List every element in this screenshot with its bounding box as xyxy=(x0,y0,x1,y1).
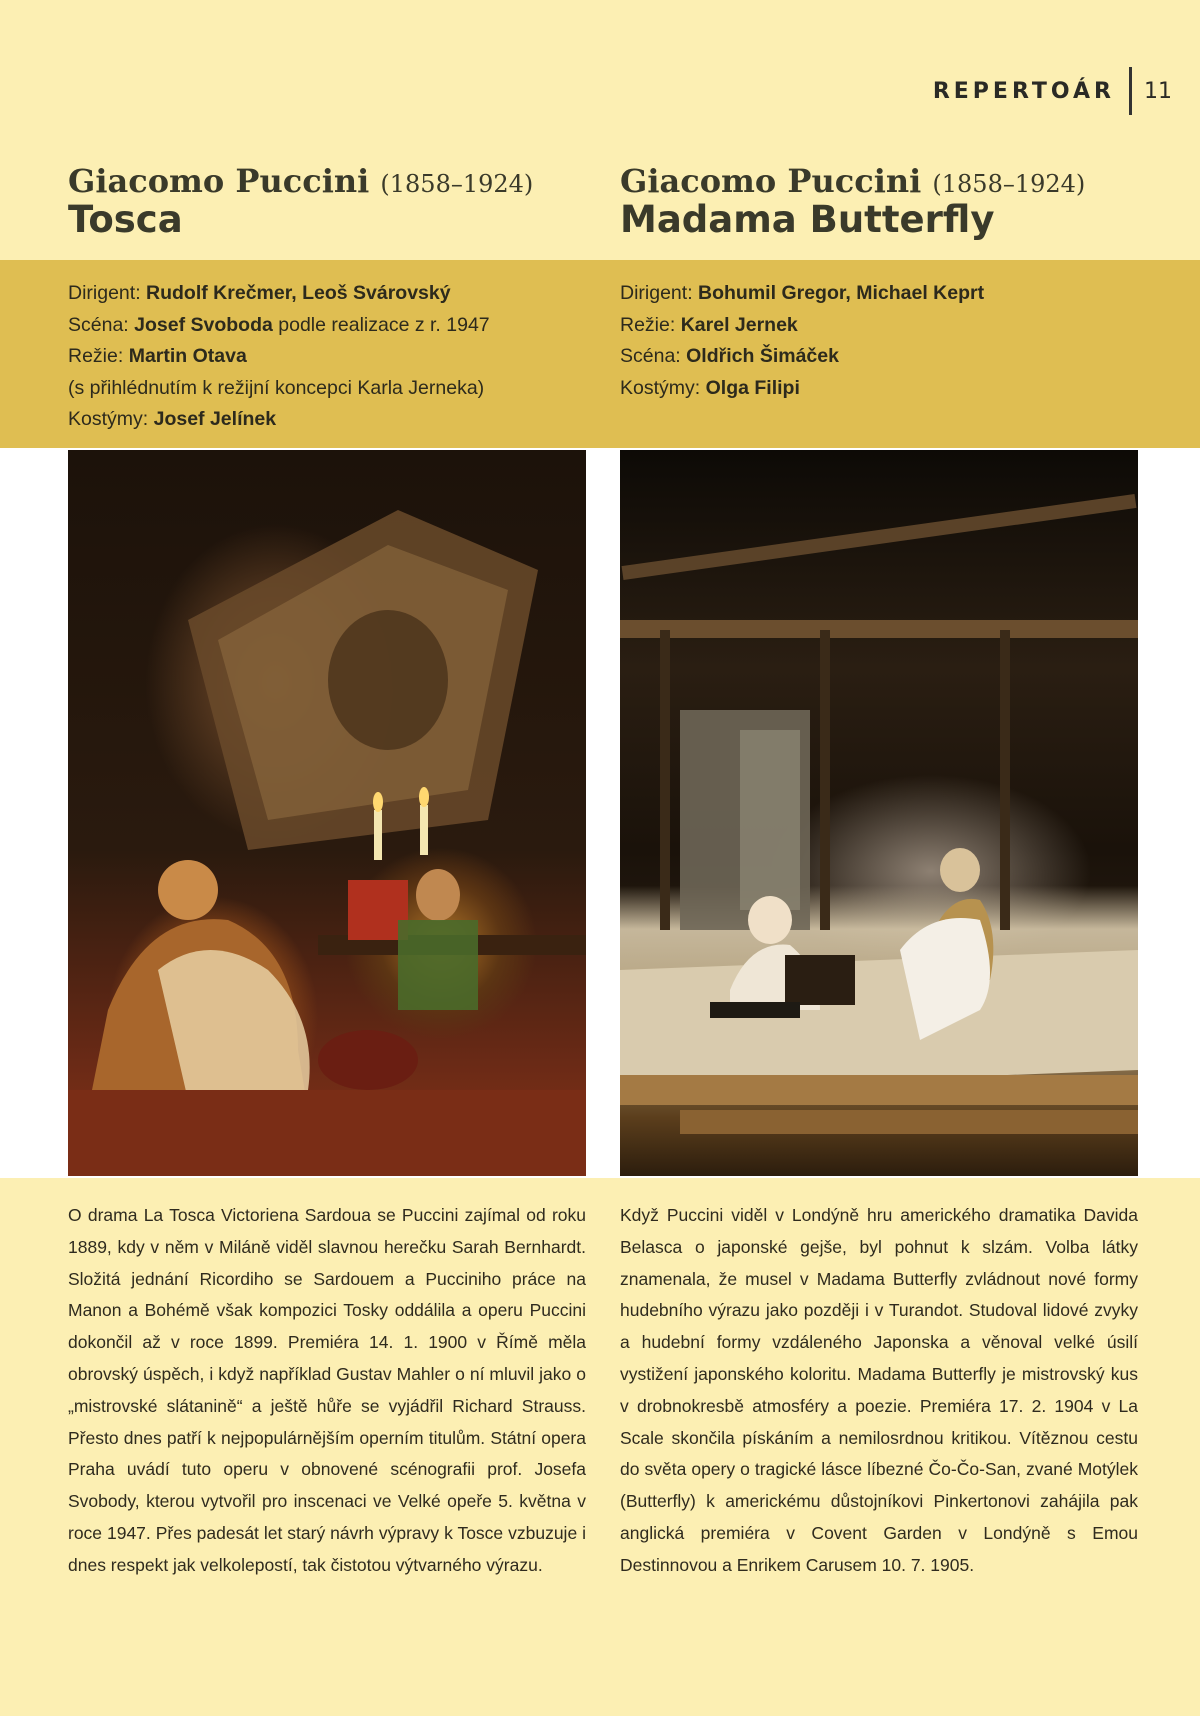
section-label: REPERTOÁR xyxy=(932,78,1115,104)
composer-name: Giacomo Puccini xyxy=(68,162,370,200)
composer-heading-butterfly xyxy=(620,162,1085,200)
page-header xyxy=(933,66,1172,116)
credit-row: Kostýmy: Olga Filipi xyxy=(620,376,800,399)
credit-row: Scéna: Oldřich Šimáček xyxy=(620,345,839,367)
credit-row: Scéna: Josef Svoboda podle realizace z r. 1947 xyxy=(68,313,490,336)
tosca-stage-photo xyxy=(68,450,586,1176)
credit-row: Režie: Karel Jernek xyxy=(620,313,798,336)
credits-butterfly xyxy=(620,278,984,404)
credit-row: Režie: Martin Otava xyxy=(68,345,247,367)
butterfly-stage-photo xyxy=(620,450,1138,1176)
tosca-scene-illustration xyxy=(68,450,586,1176)
composer-name: Giacomo Puccini xyxy=(620,162,922,200)
page-number: 11 xyxy=(1144,78,1172,104)
credit-row: (s přihlédnutím k režijní koncepci Karla Jerneka) xyxy=(68,376,485,399)
composer-dates: (1858–1924) xyxy=(932,170,1086,198)
credits-tosca xyxy=(68,278,490,436)
butterfly-scene-illustration xyxy=(620,450,1138,1176)
tosca-description: O drama La Tosca Victoriena Sardoua se Puccini zajímal od roku 1889, kdy v něm v Miláně viděl slavnou herečku Sarah Bernhardt. Složitá jednání Ricordiho se Sardouem a Pucciniho práce na Manon a Bohémě však kompozici Tosky oddálila a operu Puccini dokončil až v roce 1899. Premiéra 14. 1. 1900 v Římě měla obrovský úspěch, i když například Gustav Mahler o ní mluvil jako o „mistrovské slátanině“ a ještě hůře se vyjádřil Richard Strauss. Přesto dnes patří k nejpopulárnějším operním titulům. Státní opera Praha uvádí tuto operu v obnovené scénografii prof. Josefa Svobody, kterou vytvořil pro inscenaci ve Velké opeře 5. května v roce 1947. Přes padesát let starý návrh výpravy k Tosce vzbuzuje i dnes respekt jak velkolepostí, tak čistotou výtvarného výrazu. xyxy=(68,1205,586,1575)
credit-row: Dirigent: Rudolf Krečmer, Leoš Svárovský xyxy=(68,282,451,304)
composer-heading-tosca xyxy=(68,162,533,200)
composer-dates: (1858–1924) xyxy=(380,170,534,198)
butterfly-description: Když Puccini viděl v Londýně hru amerického dramatika Davida Belasca o japonské gejše, byl pohnut k slzám. Volba látky znamenala, že musel v Madama Butterfly zvládnout nové formy hudebního výrazu jako později i v Turandot. Studoval lidové zvyky a hudební formy vzdáleného Japonska a věnoval velké úsilí vystižení japonského koloritu. Madama Butterfly je mistrovský kus v drobnokresbě atmosféry a poezie. Premiéra 17. 2. 1904 v La Scale skončila pískáním a nemilosrdnou kritikou. Vítěznou cestu do světa opery o tragické lásce líbezné Čo-Čo-San, zvané Motýlek (Butterfly) k americkému důstojníkovi Pinkertonovi zahájila pak anglická premiéra v Covent Garden v Londýně s Emou Destinnovou a Enrikem Carusem 10. 7. 1905. xyxy=(620,1205,1138,1575)
credit-row: Kostýmy: Josef Jelínek xyxy=(68,408,277,430)
credit-row: Dirigent: Bohumil Gregor, Michael Keprt xyxy=(620,282,985,304)
opera-title-butterfly: Madama Butterfly xyxy=(620,198,995,241)
opera-title-tosca: Tosca xyxy=(68,198,183,241)
header-divider xyxy=(1129,67,1132,115)
